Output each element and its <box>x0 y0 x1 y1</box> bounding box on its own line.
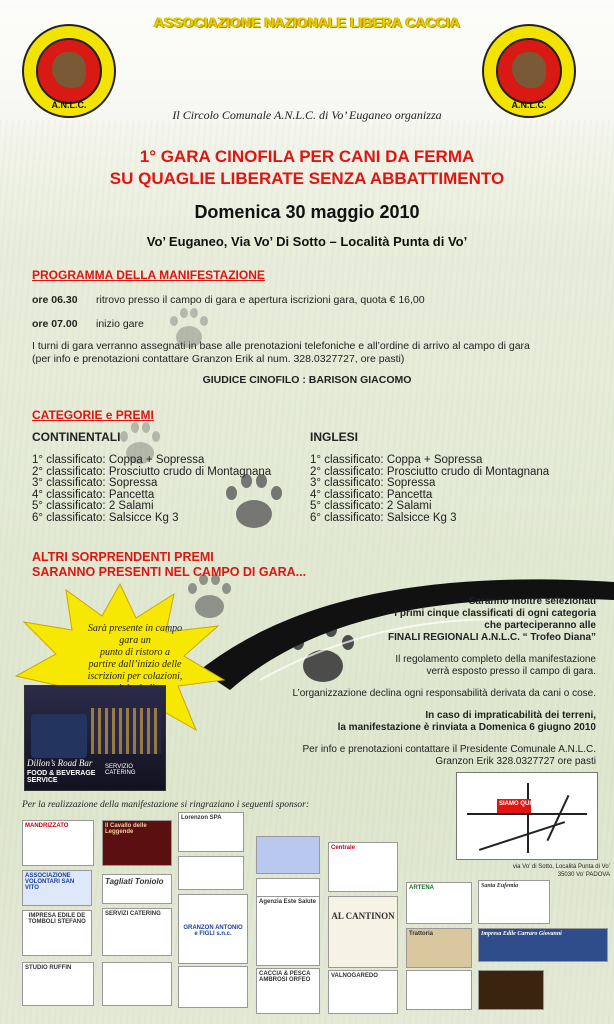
sponsor-card <box>328 896 398 968</box>
sponsor-name: Santa Eufemia <box>481 883 519 889</box>
sponsor-name: MANDRIZZATO <box>25 823 69 829</box>
list-item: 6° classificato: Salsicce Kg 3 <box>310 511 457 524</box>
finals-line: i primi cinque classificati di ogni categoria <box>394 608 596 619</box>
disclaimer: L’organizzazione declina ogni responsabilità derivata da cani o cose. <box>292 688 596 699</box>
location-map <box>456 772 598 860</box>
finals-line: Saranno inoltre selezionati <box>468 596 596 607</box>
anlc-logo-right <box>482 24 576 118</box>
finals-line: che parteciperanno alle <box>484 620 596 631</box>
program-time-2: ore 07.00 <box>32 318 78 330</box>
sponsor-card <box>22 910 92 956</box>
sponsor-card <box>178 966 248 1008</box>
sponsor-name: Lorenzon SPA <box>181 815 222 821</box>
program-text-2: inizio gare <box>96 318 144 330</box>
sponsor-card <box>102 908 172 956</box>
inglesi-title: INGLESI <box>310 430 359 444</box>
sponsor-name: IMPRESA EDILE DE TOMBOLI STEFANO <box>28 913 86 925</box>
sponsor-name: SERVIZI CATERING <box>105 911 161 917</box>
sponsor-name: GRANZON ANTONIO e FIGLI s.n.c. <box>183 925 243 937</box>
sponsor-card <box>102 820 172 866</box>
bar-name: Dillon’s Road Bar <box>27 758 93 768</box>
sponsor-card <box>256 968 320 1014</box>
paw-print-icon <box>168 308 212 352</box>
contact-line: Granzon Erik 328.0327727 ore pasti <box>435 756 596 767</box>
sponsor-name: CACCIA & PESCA AMBROSI ORFEO <box>259 971 311 983</box>
map-caption-line: 35030 Vo’ PADOVA <box>557 872 610 878</box>
star-line: gara un <box>119 635 151 646</box>
weather-notice <box>266 710 596 734</box>
list-item: 3° classificato: Sopressa <box>32 477 158 489</box>
sponsor-name: Agenzia Este Salute <box>259 899 317 905</box>
anlc-logo-left <box>22 24 116 118</box>
list-item: 4° classificato: Pancetta <box>310 488 433 501</box>
city-lights-image <box>91 708 161 754</box>
list-item: 5° classificato: 2 Salami <box>310 500 432 512</box>
truck-image <box>31 714 87 758</box>
extra-prizes-line1: ALTRI SORPRENDENTI PREMI <box>32 550 214 564</box>
weather-line: In caso di impraticabilità dei terreni, <box>425 710 596 721</box>
sponsor-name: VALNOGAREDO <box>331 973 378 979</box>
star-line: iscrizioni per colazioni, <box>87 671 183 682</box>
list-item: 2° classificato: Prosciutto crudo di Montagnana <box>32 465 272 478</box>
sponsor-card <box>256 896 320 966</box>
event-title-line1: 1° GARA CINOFILA PER CANI DA FERMA <box>139 147 475 166</box>
bar-service: SERVIZIO CATERING <box>105 764 136 776</box>
sponsor-card <box>22 870 92 906</box>
sponsor-card <box>178 856 244 890</box>
sponsor-name: Impresa Edile Carraro Giovanni <box>481 931 562 937</box>
map-marker-label: SIAMO QUI <box>499 801 532 807</box>
program-note-2: (per info e prenotazioni contattare Granzon Erik al num. 328.0327727, ore pasti) <box>32 353 405 365</box>
sponsor-card <box>328 842 398 892</box>
sponsor-card <box>406 928 472 968</box>
star-line: punto di ristoro a <box>100 647 170 658</box>
star-line: partire dall’inizio delle <box>88 659 182 670</box>
logo-text: A.N.L.C. <box>51 100 87 110</box>
sponsor-card <box>102 962 172 1006</box>
sponsor-name: Centrale <box>331 845 356 851</box>
sponsor-card <box>256 836 320 874</box>
rules-line: Il regolamento completo della manifestazione <box>395 654 596 665</box>
list-item: 1° classificato: Coppa + Sopressa <box>32 454 205 466</box>
weather-line: la manifestazione è rinviata a Domenica 6 giugno 2010 <box>337 722 596 733</box>
sponsor-card <box>102 874 172 904</box>
inglesi-list <box>310 455 549 524</box>
program-time-1: ore 06.30 <box>32 294 78 306</box>
sponsor-card <box>22 962 94 1006</box>
program-text-1: ritrovo presso il campo di gara e apertura iscrizioni gara, quota € 16,00 <box>96 294 425 306</box>
map-caption <box>440 863 610 879</box>
rules-notice <box>296 654 596 678</box>
program-note-1: I turni di gara verranno assegnati in base alle prenotazioni telefoniche e all’ordine di arrivo al campo di gara <box>32 340 530 352</box>
sponsor-card <box>478 970 544 1010</box>
list-item: 4° classificato: Pancetta <box>32 488 155 501</box>
bar-sub: FOOD & BEVERAGE SERVICE <box>27 770 96 784</box>
sponsor-card <box>328 970 398 1014</box>
sponsor-name: ASSOCIAZIONE VOLONTARI SAN VITO <box>25 873 75 891</box>
woodcock-icon <box>512 52 546 88</box>
sponsor-card <box>406 970 472 1010</box>
sponsor-intro: Per la realizzazione della manifestazione si ringraziano i seguenti sponsor: <box>22 800 310 810</box>
sponsor-name: STUDIO RUFFIN <box>25 965 72 971</box>
list-item: 5° classificato: 2 Salami <box>32 500 154 512</box>
list-item: 1° classificato: Coppa + Sopressa <box>310 454 483 466</box>
event-date: Domenica 30 maggio 2010 <box>194 202 420 222</box>
sponsor-name: ARTENA <box>409 885 434 891</box>
logo-text: A.N.L.C. <box>511 100 547 110</box>
woodcock-icon <box>52 52 86 88</box>
continentali-title: CONTINENTALI <box>32 430 121 444</box>
event-title-line2: SU QUAGLIE LIBERATE SENZA ABBATTIMENTO <box>109 169 505 188</box>
sponsor-name: Tagliati Toniolo <box>105 877 164 886</box>
list-item: 2° classificato: Prosciutto crudo di Montagnana <box>310 465 550 478</box>
sponsor-card <box>406 882 472 924</box>
rules-line: verrà esposto presso il campo di gara. <box>426 666 596 677</box>
list-item: 6° classificato: Salsicce Kg 3 <box>32 511 179 524</box>
finals-line: FINALI REGIONALI A.N.L.C. “ Trofeo Diana” <box>388 632 596 643</box>
program-heading: PROGRAMMA DELLA MANIFESTAZIONE <box>32 268 265 282</box>
road-bar-ad <box>24 685 166 791</box>
association-name: ASSOCIAZIONE NAZIONALE LIBERA CACCIA <box>154 14 460 30</box>
categories-heading: CATEGORIE e PREMI <box>32 408 154 422</box>
event-place: Vo’ Euganeo, Via Vo’ Di Sotto – Località Punta di Vo’ <box>146 234 468 249</box>
contact-notice <box>236 744 596 768</box>
sponsor-card <box>178 812 244 852</box>
finals-notice <box>266 596 596 644</box>
sponsor-card <box>478 928 608 962</box>
map-caption-line: via Vo’ di Sotto, Località Punta di Vo’ <box>512 864 610 870</box>
extra-prizes-line2: SARANNO PRESENTI NEL CAMPO DI GARA... <box>32 565 307 579</box>
sponsor-name: Trattoria <box>409 931 434 937</box>
sponsor-name: AL CANTINON <box>331 911 395 921</box>
star-line: Sarà presente in campo <box>87 623 183 634</box>
sponsor-name: Il Cavallo delle Leggende <box>105 823 147 835</box>
sponsor-card <box>478 880 550 924</box>
organizer-line: Il Circolo Comunale A.N.L.C. di Vo’ Euganeo organizza <box>172 108 442 122</box>
continentali-list <box>32 455 271 524</box>
list-item: 3° classificato: Sopressa <box>310 477 436 489</box>
sponsor-card <box>22 820 94 866</box>
sponsor-card <box>178 894 248 964</box>
sponsor-card <box>256 878 320 898</box>
contact-line: Per info e prenotazioni contattare il Presidente Comunale A.N.L.C. <box>302 744 596 755</box>
judge-line: GIUDICE CINOFILO : BARISON GIACOMO <box>202 374 412 386</box>
